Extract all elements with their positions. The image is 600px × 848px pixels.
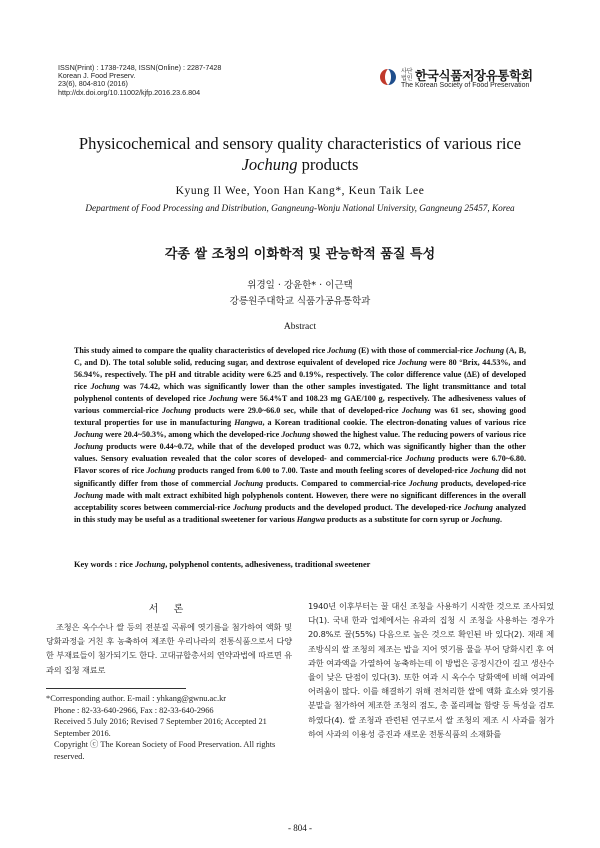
paper-title [40, 133, 560, 175]
keywords-text: rice Jochung, polyphenol contents, adhesiveness, traditional sweetener [119, 560, 371, 569]
affiliation: Department of Food Processing and Distribution, Gangneung-Wonju National University, Gangneung 25457, Korea [85, 203, 515, 213]
contact-phone: Phone : 82-33-640-2966, Fax : 82-33-640-2966 [54, 705, 214, 715]
title-line-2 [40, 154, 560, 175]
keywords-label: Key words : [74, 560, 120, 569]
abstract-heading: Abstract [283, 322, 317, 332]
abstract-body: This study aimed to compare the quality characteristics of developed rice Jochung (E) with those of commercial-rice Jochung (A, B, C, and D). The total soluble solid, reducing sugar, and dextrose equivalent of developed rice Jochung were 80 °Brix, 44.53%, and 56.94%, respectively. The pH and titrable acidity were 6.25 and 0.19%, respectively. The color difference value (ΔE) of developed rice Jochung was 74.42, which was significantly lower than the other samples investigated. The light transmittance and total polyphenol contents of developed rice Jochung were 56.4%T and 108.23 mg GAE/100 g, respectively. The adhesiveness values of various commercial-rice Jochung products were 29.0~66.0 sec, while that of developed-rice Jochung was 61 sec, showing good textural properties for use in manufacturing Hangwa, a Korean traditional cookie. The electron-donating values of various rice Jochung were 20.4~50.3%, among which the developed-rice Jochung showed the highest value. The reducing powers of various rice Jochung products were 0.44~0.72, while that of the developed product was 0.72, which was significantly higher than the other values. Sensory evaluation revealed that the color scores of developed- and commercial-rice Jochung products were 6.70~6.80. Flavor scores of rice Jochung products ranged from 6.00 to 7.00. Taste and mouth feeling scores of developed-rice Jochung did not significantly differ from those of commercial Jochung products. Compared to commercial-rice Jochung products, developed-rice Jochung made with malt extract exhibited high polyphenols content. However, there were no significant differences in the overall acceptability scores between commercial-rice Jochung products and the developed product. The developed-rice Jochung analyzed in this study may be useful as a traditional sweetener for various Hangwa products as a substitute for corn syrup or Jochung. [74, 346, 527, 524]
footnote-divider [46, 688, 186, 689]
society-logo-icon [378, 67, 398, 87]
korean-authors: 위경일 · 강윤한* · 이근택 [247, 280, 353, 291]
korean-affiliation: 강릉원주대학교 식품가공유통학과 [229, 296, 371, 307]
society-logo-block [378, 66, 558, 94]
doi-link[interactable]: http://dx.doi.org/10.11002/kjfp.2016.23.6.804 [58, 87, 201, 97]
footnote [46, 693, 292, 763]
received-dates: Received 5 July 2016; Revised 7 September 2016; Accepted 21 September 2016. [54, 717, 267, 738]
authors: Kyung Il Wee, Yoon Han Kang*, Keun Taik Lee [175, 185, 425, 197]
introduction-left-column [46, 620, 292, 677]
corresponding-author: *Corresponding author. E-mail : yhkang@gwnu.ac.kr [46, 694, 227, 703]
journal-name: Korean J. Food Preserv. [58, 71, 136, 81]
society-name-english: The Korean Society of Food Preservation [401, 82, 530, 89]
society-name-korean: 한국식품저장유통학회 [415, 68, 533, 83]
introduction-heading: 서 론 [148, 604, 190, 615]
keywords [74, 560, 526, 569]
copyright-notice: Copyright ⓒ The Korean Society of Food Preservation. All rights reserved. [54, 740, 276, 761]
korean-title: 각종 쌀 조청의 이화학적 및 관능학적 품질 특성 [164, 247, 436, 262]
introduction-left-text: 조청은 옥수수나 쌀 등의 전분질 곡류에 엿기름을 첨가하여 액화 및 당화과정을 거친 후 농축하여 제조한 우리나라의 전통식품으로서 다양한 부재료들이 첨가되기도 한다. 고대규합총서의 연약과법에 따르면 유과의 집청 재료로 [46, 622, 292, 675]
issn-line: ISSN(Print) : 1738-7248, ISSN(Online) : 2287-7428 [58, 63, 222, 72]
society-prefix: 사단법인 [401, 68, 413, 82]
title-line-1: Physicochemical and sensory quality characteristics of various rice [78, 134, 522, 153]
title-line-2-rest: products [297, 155, 359, 174]
page-number: - 804 - [288, 823, 312, 833]
volume-pages: 23(6), 804-810 (2016) [58, 79, 128, 89]
title-italic-word: Jochung [241, 155, 298, 174]
journal-info [58, 64, 221, 97]
introduction-right-column: 1940년 이후부터는 꿀 대신 조청을 사용하기 시작한 것으로 조사되었다(1). 국내 한과 업체에서는 유과의 집청 시 조청을 사용하는 경우가 20.8%로 꿀(55%) 다음으로 높은 것으로 확인된 바 있다(2). 재래 제조방식의 쌀 조청의 제조는 밥을 지어 엿기름 물을 부어 당화시킨 후 여과한 여과액을 가열하여 농축하는데 이 방법은 공정시간이 길고 생산수율이 낮은 단점이 있다(3). 또한 여과 시 옥수수 당화액에 비해 여과에 어려움이 많다. 이를 해결하기 위해 전처리한 쌀에 액화 효소와 엿기름 분말을 첨가하여 제조한 조청의 점도, 총 폴리페놀 함량 등 특성을 검토하였다(4). 쌀 조청과 관련된 연구로서 쌀 조청의 제조 시 사과를 첨가하여 사과의 이용성 증진과 새로운 전통식품의 소재화를 [308, 601, 554, 739]
